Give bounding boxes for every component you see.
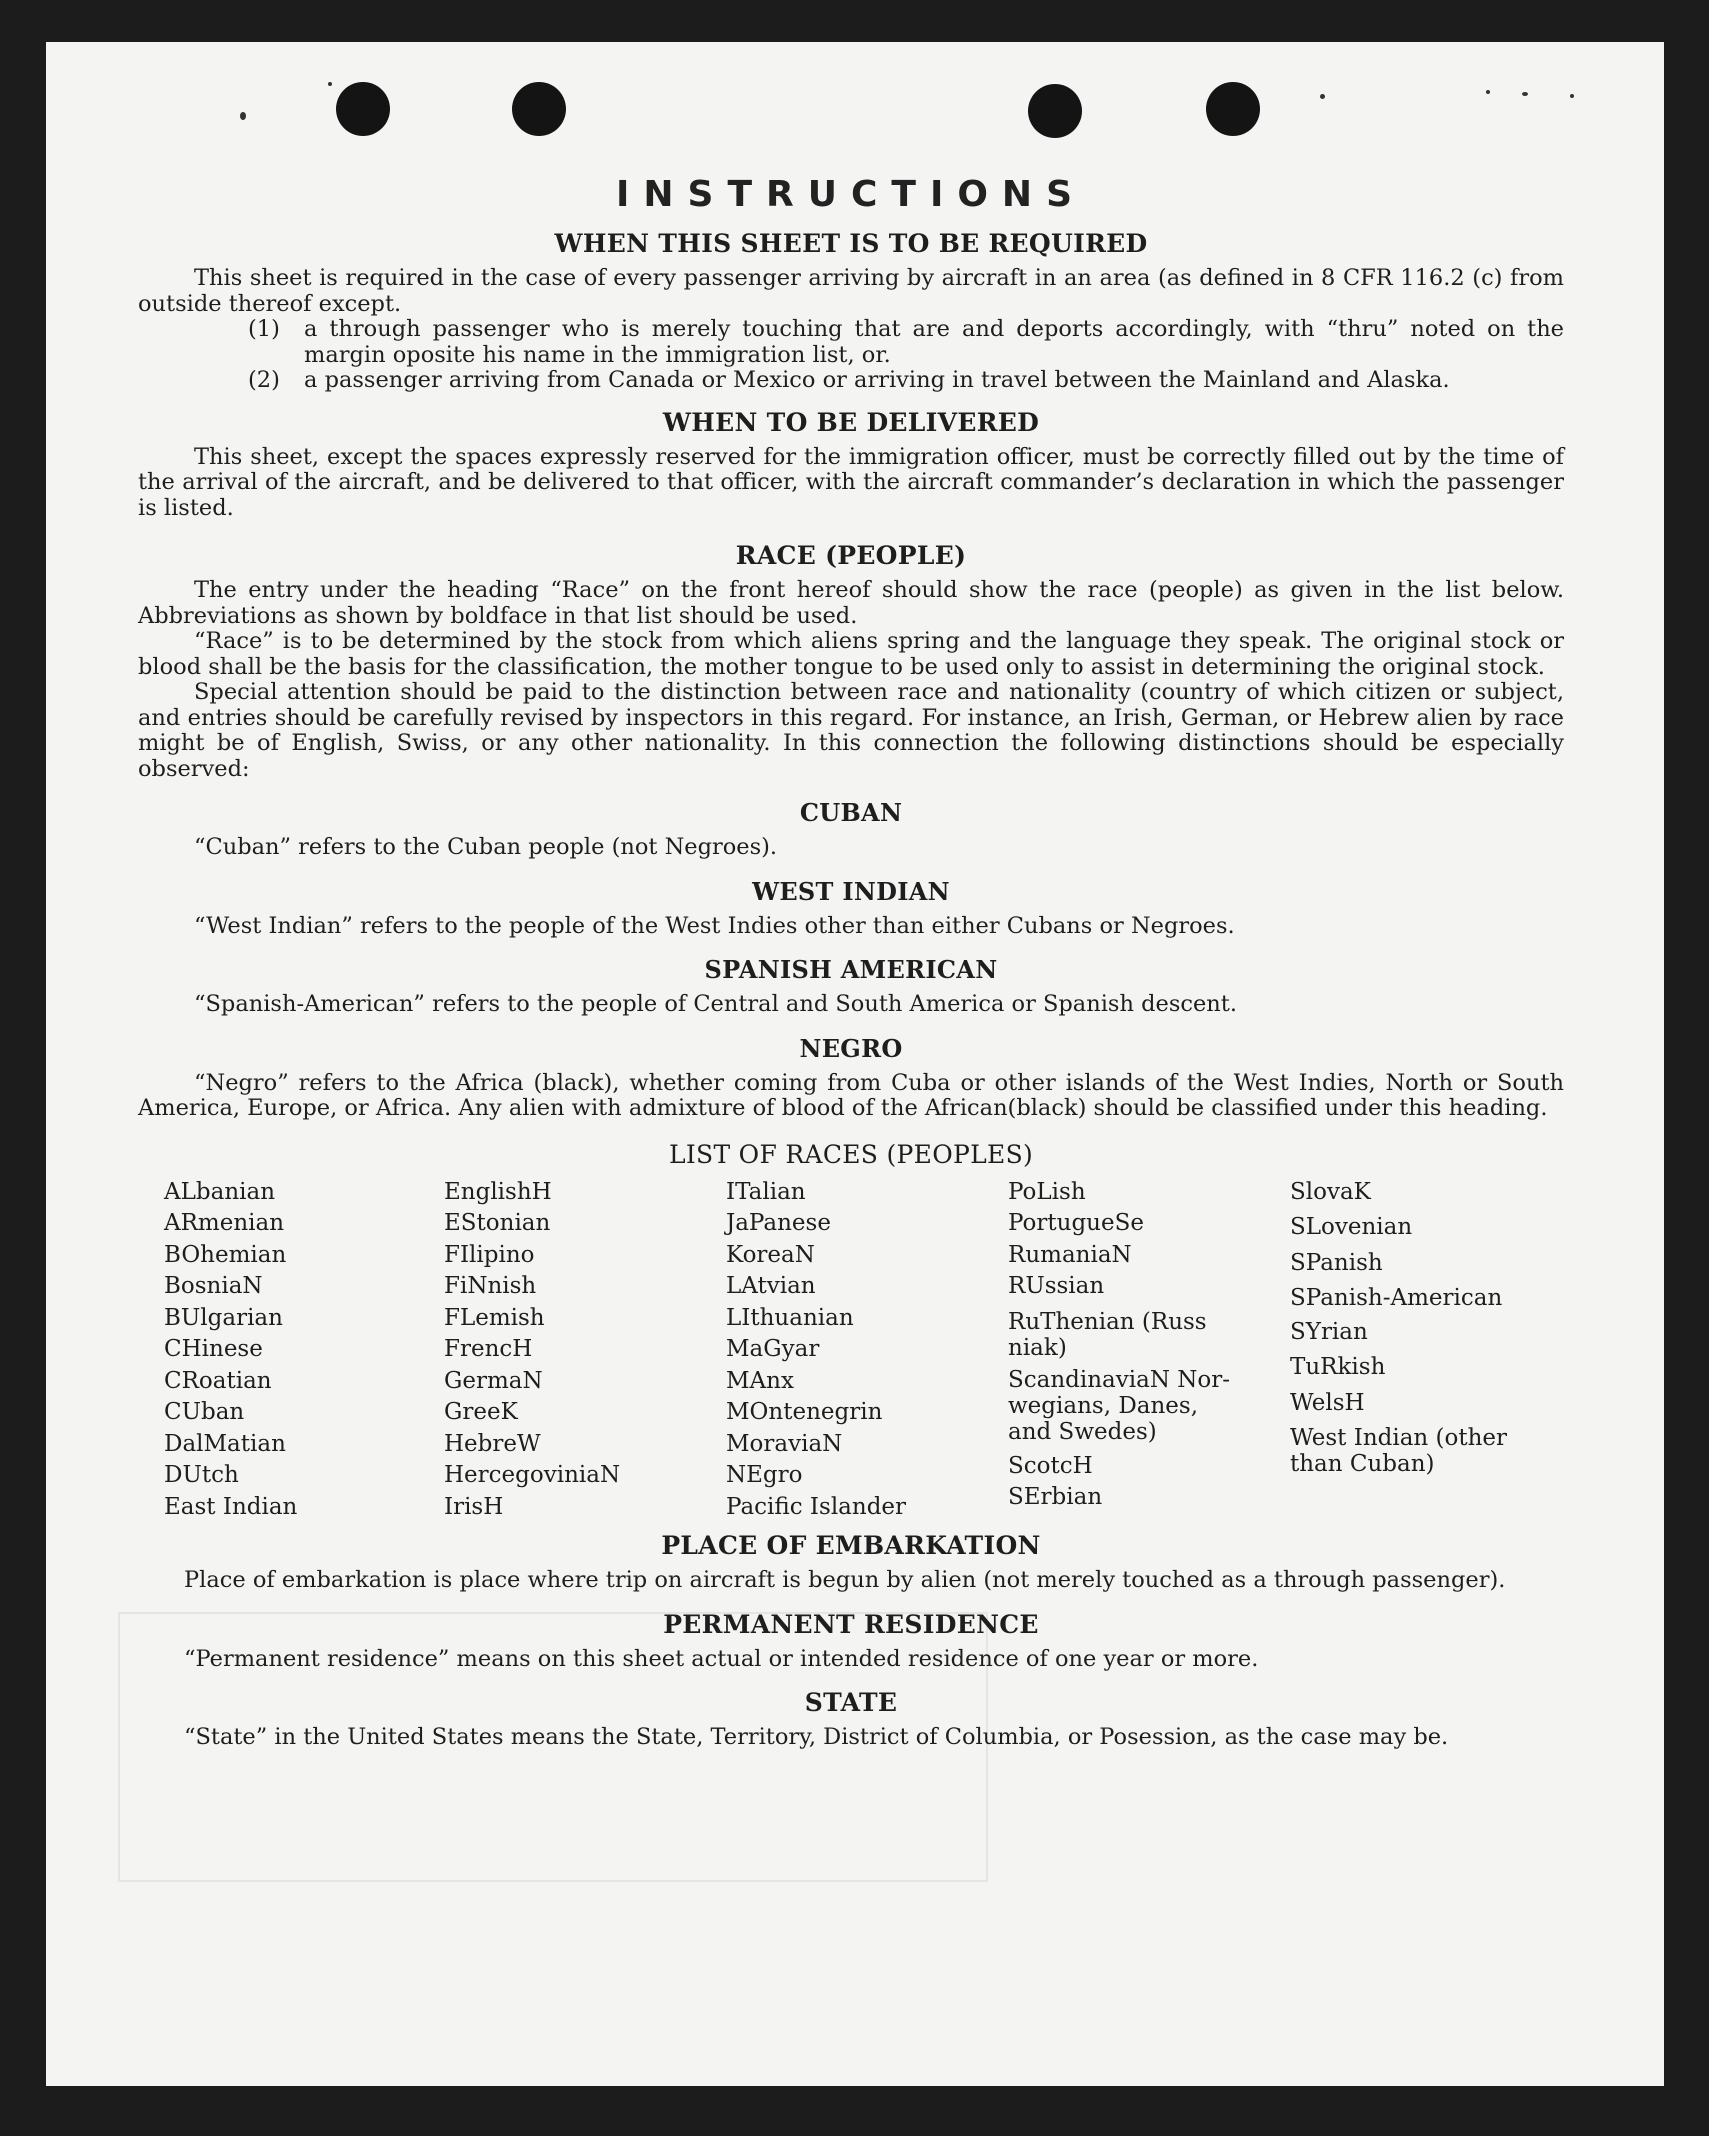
race-item: ALbanian: [164, 1178, 276, 1205]
item-number: (1): [248, 316, 280, 342]
paragraph: Place of embarkation is place where trip on aircraft is begun by alien (not merely touched as a through passenger).: [184, 1567, 1506, 1593]
race-item: MaGyar: [726, 1336, 820, 1362]
race-item: GermaN: [444, 1367, 543, 1394]
races-table: [138, 1177, 1564, 1524]
races-column: [1290, 1177, 1550, 1524]
speck: [1570, 94, 1574, 98]
race-item: PoLish: [1008, 1178, 1086, 1205]
races-column: [444, 1177, 726, 1524]
section-heading-cuban: CUBAN: [799, 798, 903, 827]
race-item: ScotcH: [1008, 1452, 1093, 1479]
page-title: INSTRUCTIONS: [616, 174, 1086, 215]
race-item: KoreaN: [726, 1241, 815, 1268]
speck: [328, 82, 332, 86]
paragraph: “Spanish-American” refers to the people of Central and South America or Spanish descent.: [194, 991, 1237, 1017]
race-item: SErbian: [1008, 1484, 1103, 1510]
punch-hole: [512, 82, 566, 136]
speck: [1320, 94, 1325, 99]
paragraph: Special attention should be paid to the distinction between race and nationality (country of which citizen or subject, and entries should be carefully revised by inspectors in this regard. For instance, an Irish, German, or Hebrew alien by race might be of English, Swiss, or any other nationality. In this connection the following distinctions should be especially observed:: [138, 679, 1564, 782]
section-heading-west-indian: WEST INDIAN: [752, 876, 950, 906]
race-item: EStonian: [444, 1210, 551, 1236]
section-heading-spanish-american: SPANISH AMERICAN: [704, 955, 998, 984]
paragraph: “Cuban” refers to the Cuban people (not Negroes).: [194, 834, 778, 860]
race-item: CHinese: [164, 1336, 263, 1362]
race-item: PortugueSe: [1008, 1210, 1144, 1236]
race-item: FrencH: [444, 1336, 533, 1362]
race-item: WelsH: [1290, 1389, 1365, 1416]
item-number: (2): [248, 367, 280, 393]
race-item: ITalian: [726, 1178, 806, 1205]
races-column: [726, 1177, 1008, 1524]
section-heading-race: RACE (PEOPLE): [735, 541, 967, 570]
paragraph: The entry under the heading “Race” on the front hereof should show the race (people) as given in the list below. Abbreviations as shown by boldface in that list should be used.: [138, 577, 1564, 629]
race-item: GreeK: [444, 1399, 518, 1425]
race-item: ARmenian: [164, 1210, 285, 1236]
section-heading-when-delivered: WHEN TO BE DELIVERED: [662, 407, 1040, 437]
race-item: MAnx: [726, 1367, 794, 1394]
race-item: RumaniaN: [1008, 1241, 1132, 1268]
race-item: HebreW: [444, 1430, 541, 1457]
paragraph: “West Indian” refers to the people of the West Indies other than either Cubans or Negroes.: [194, 912, 1235, 939]
speck: [240, 112, 246, 120]
race-item: IrisH: [444, 1493, 504, 1520]
race-item: West Indian (other than Cuban): [1290, 1425, 1508, 1477]
race-item: CUban: [164, 1399, 245, 1425]
race-item: CRoatian: [164, 1367, 272, 1394]
race-item: BosniaN: [164, 1273, 263, 1299]
speck: [1522, 92, 1528, 96]
item-text: a passenger arriving from Canada or Mexico or arriving in travel between the Mainland and Alaska.: [304, 367, 1450, 393]
race-item: SlovaK: [1290, 1178, 1371, 1205]
paragraph: “State” in the United States means the State, Territory, District of Columbia, or Posession, as the case may be.: [184, 1724, 1449, 1750]
section-heading-negro: NEGRO: [799, 1033, 903, 1063]
races-column: [1008, 1177, 1290, 1524]
race-item: HercegoviniaN: [444, 1462, 621, 1488]
race-item: SLovenian: [1290, 1214, 1413, 1240]
race-item: MOntenegrin: [726, 1399, 883, 1425]
race-item: EnglishH: [444, 1178, 552, 1205]
section-heading-place-of-embarkation: PLACE OF EMBARKATION: [661, 1531, 1041, 1560]
paragraph: “Permanent residence” means on this sheet actual or intended residence of one year or more.: [184, 1645, 1259, 1672]
race-item: FIlipino: [444, 1241, 535, 1268]
race-item: RUssian: [1008, 1273, 1105, 1299]
race-item: BOhemian: [164, 1241, 287, 1268]
paragraph: “Negro” refers to the Africa (black), whether coming from Cuba or other islands of the West Indies, North or South America, Europe, or Africa. Any alien with admixture of blood of the African(black) should be classified under this heading.: [138, 1069, 1564, 1121]
punch-hole: [1028, 84, 1082, 138]
paragraph: This sheet, except the spaces expressly reserved for the immigration officer, must be correctly filled out by the time of the arrival of the aircraft, and be delivered to that officer, with the aircraft commander’s declaration in which the passenger is listed.: [138, 443, 1564, 521]
paragraph: This sheet is required in the case of every passenger arriving by aircraft in an area (as defined in 8 CFR 116.2 (c) from outside thereof except.: [138, 265, 1564, 317]
section-heading-state: STATE: [804, 1688, 898, 1717]
paragraph: “Race” is to be determined by the stock from which aliens spring and the language they speak. The original stock or blood shall be the basis for the classification, the mother tongue to be used only to assist in determining the original stock.: [138, 628, 1564, 680]
race-item: SYrian: [1290, 1318, 1368, 1345]
section-heading-permanent-residence: PERMANENT RESIDENCE: [663, 1609, 1039, 1639]
race-item: DalMatian: [164, 1430, 286, 1457]
numbered-item: [248, 368, 1564, 394]
race-item: RuThenian (Russ niak): [1008, 1308, 1207, 1361]
document-sheet: [46, 42, 1664, 2086]
race-item: Pacific Islander: [726, 1493, 907, 1520]
punch-hole: [336, 82, 390, 136]
races-column: [138, 1177, 444, 1524]
section-heading-when-required: WHEN THIS SHEET IS TO BE REQUIRED: [554, 229, 1148, 258]
race-item: FLemish: [444, 1304, 545, 1331]
race-item: MoraviaN: [726, 1430, 843, 1457]
item-text: a through passenger who is merely touching that are and deports accordingly, with “thru” noted on the margin oposite his name in the immigration list, or.: [304, 316, 1564, 368]
race-item: BUlgarian: [164, 1304, 283, 1331]
section-heading-list-of-races: LIST OF RACES (PEOPLES): [668, 1139, 1034, 1169]
race-item: SPanish-American: [1290, 1285, 1503, 1311]
race-item: East Indian: [164, 1493, 298, 1520]
instructions-content: [138, 174, 1564, 1751]
race-item: NEgro: [726, 1462, 803, 1488]
speck: [1486, 90, 1490, 94]
race-item: ScandinaviaN Nor- wegians, Danes, and Swedes): [1008, 1366, 1231, 1445]
race-item: FiNnish: [444, 1273, 537, 1299]
race-item: DUtch: [164, 1462, 239, 1488]
race-item: SPanish: [1290, 1249, 1383, 1276]
numbered-item: [248, 317, 1564, 368]
race-item: LIthuanian: [726, 1304, 854, 1331]
race-item: TuRkish: [1290, 1354, 1386, 1380]
punch-hole: [1206, 82, 1260, 136]
race-item: JaPanese: [726, 1210, 831, 1236]
race-item: LAtvian: [726, 1273, 816, 1299]
